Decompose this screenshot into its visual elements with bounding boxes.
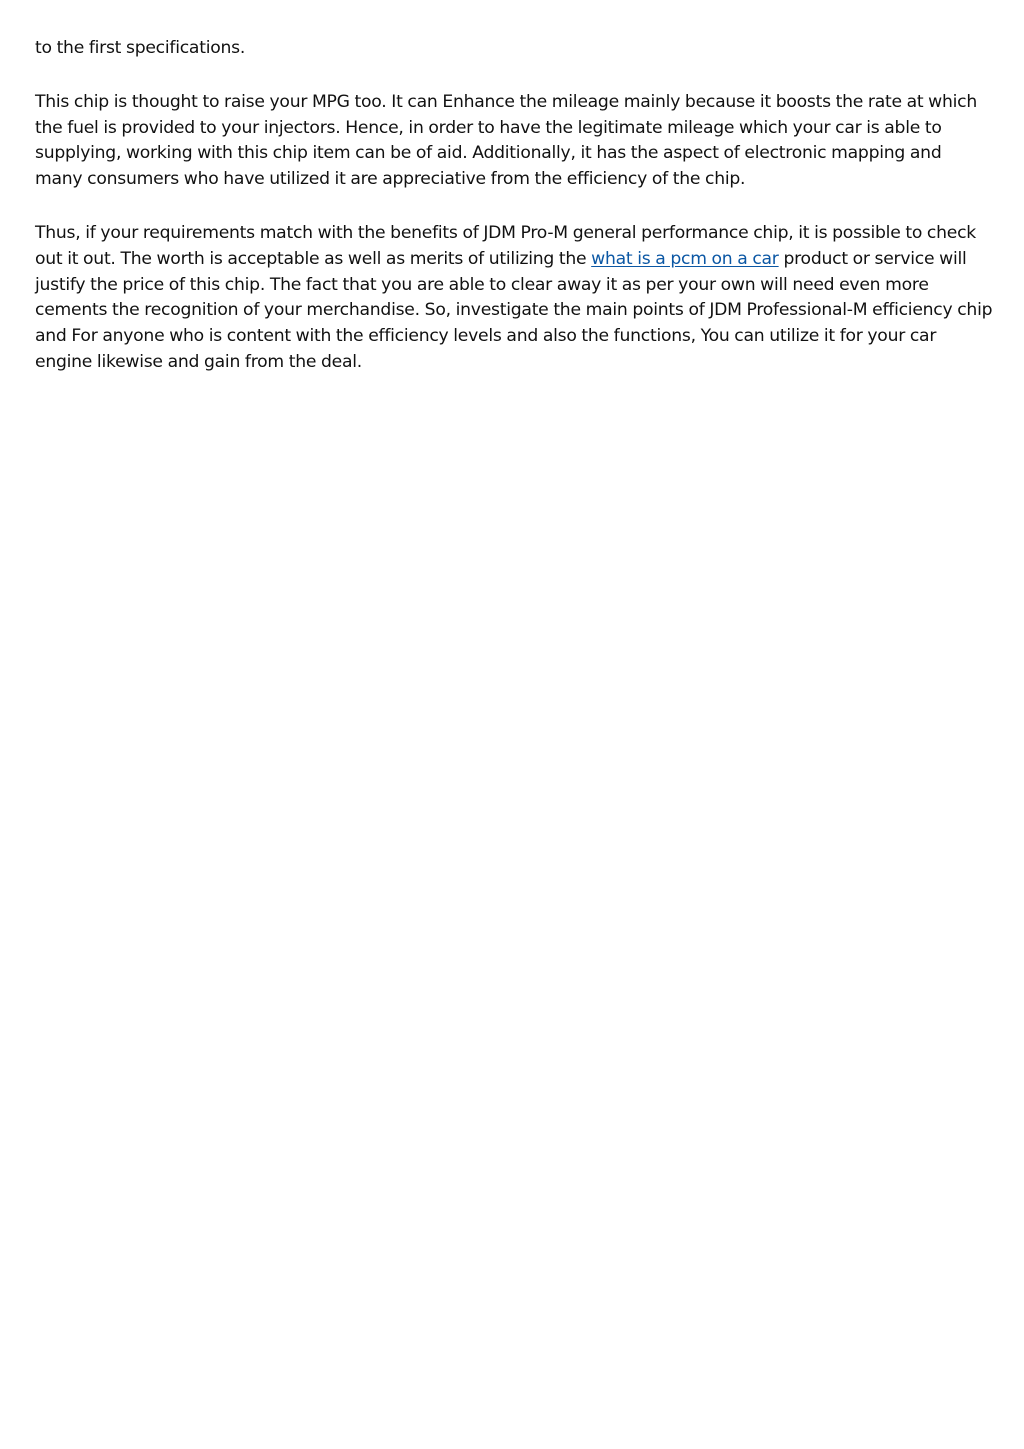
document-page — [35, 36, 993, 404]
pcm-article-link[interactable]: what is a pcm on a car — [591, 248, 779, 269]
paragraph-1: to the first specifications. — [35, 38, 246, 58]
paragraph-3-text-after-link: product or service will justify the price of this chip. The fact that you are able to clear away it as per your own will need even more cements the recognition of your merchandise. So, investigate the main points of JDM Professional-M efficiency chip and For anyone who is content with the efficiency levels and also the functions, You can utilize it for your car engine likewise and gain from the deal. — [35, 248, 993, 372]
paragraph-3-text-before-link: Thus, if your requirements match with the benefits of JDM Pro-M general performance chip, it is possible to check out it out. The worth is acceptable as well as merits of utilizing the — [35, 222, 976, 269]
paragraph-2: This chip is thought to raise your MPG too. It can Enhance the mileage mainly because it boosts the rate at which the fuel is provided to your injectors. Hence, in order to have the legitimate mileage which your car is able to supplying, working with this chip item can be of aid. Additionally, it has the aspect of electronic mapping and many consumers who have utilized it are appreciative from the efficiency of the chip. — [35, 91, 978, 190]
paragraph-3 — [35, 221, 993, 376]
